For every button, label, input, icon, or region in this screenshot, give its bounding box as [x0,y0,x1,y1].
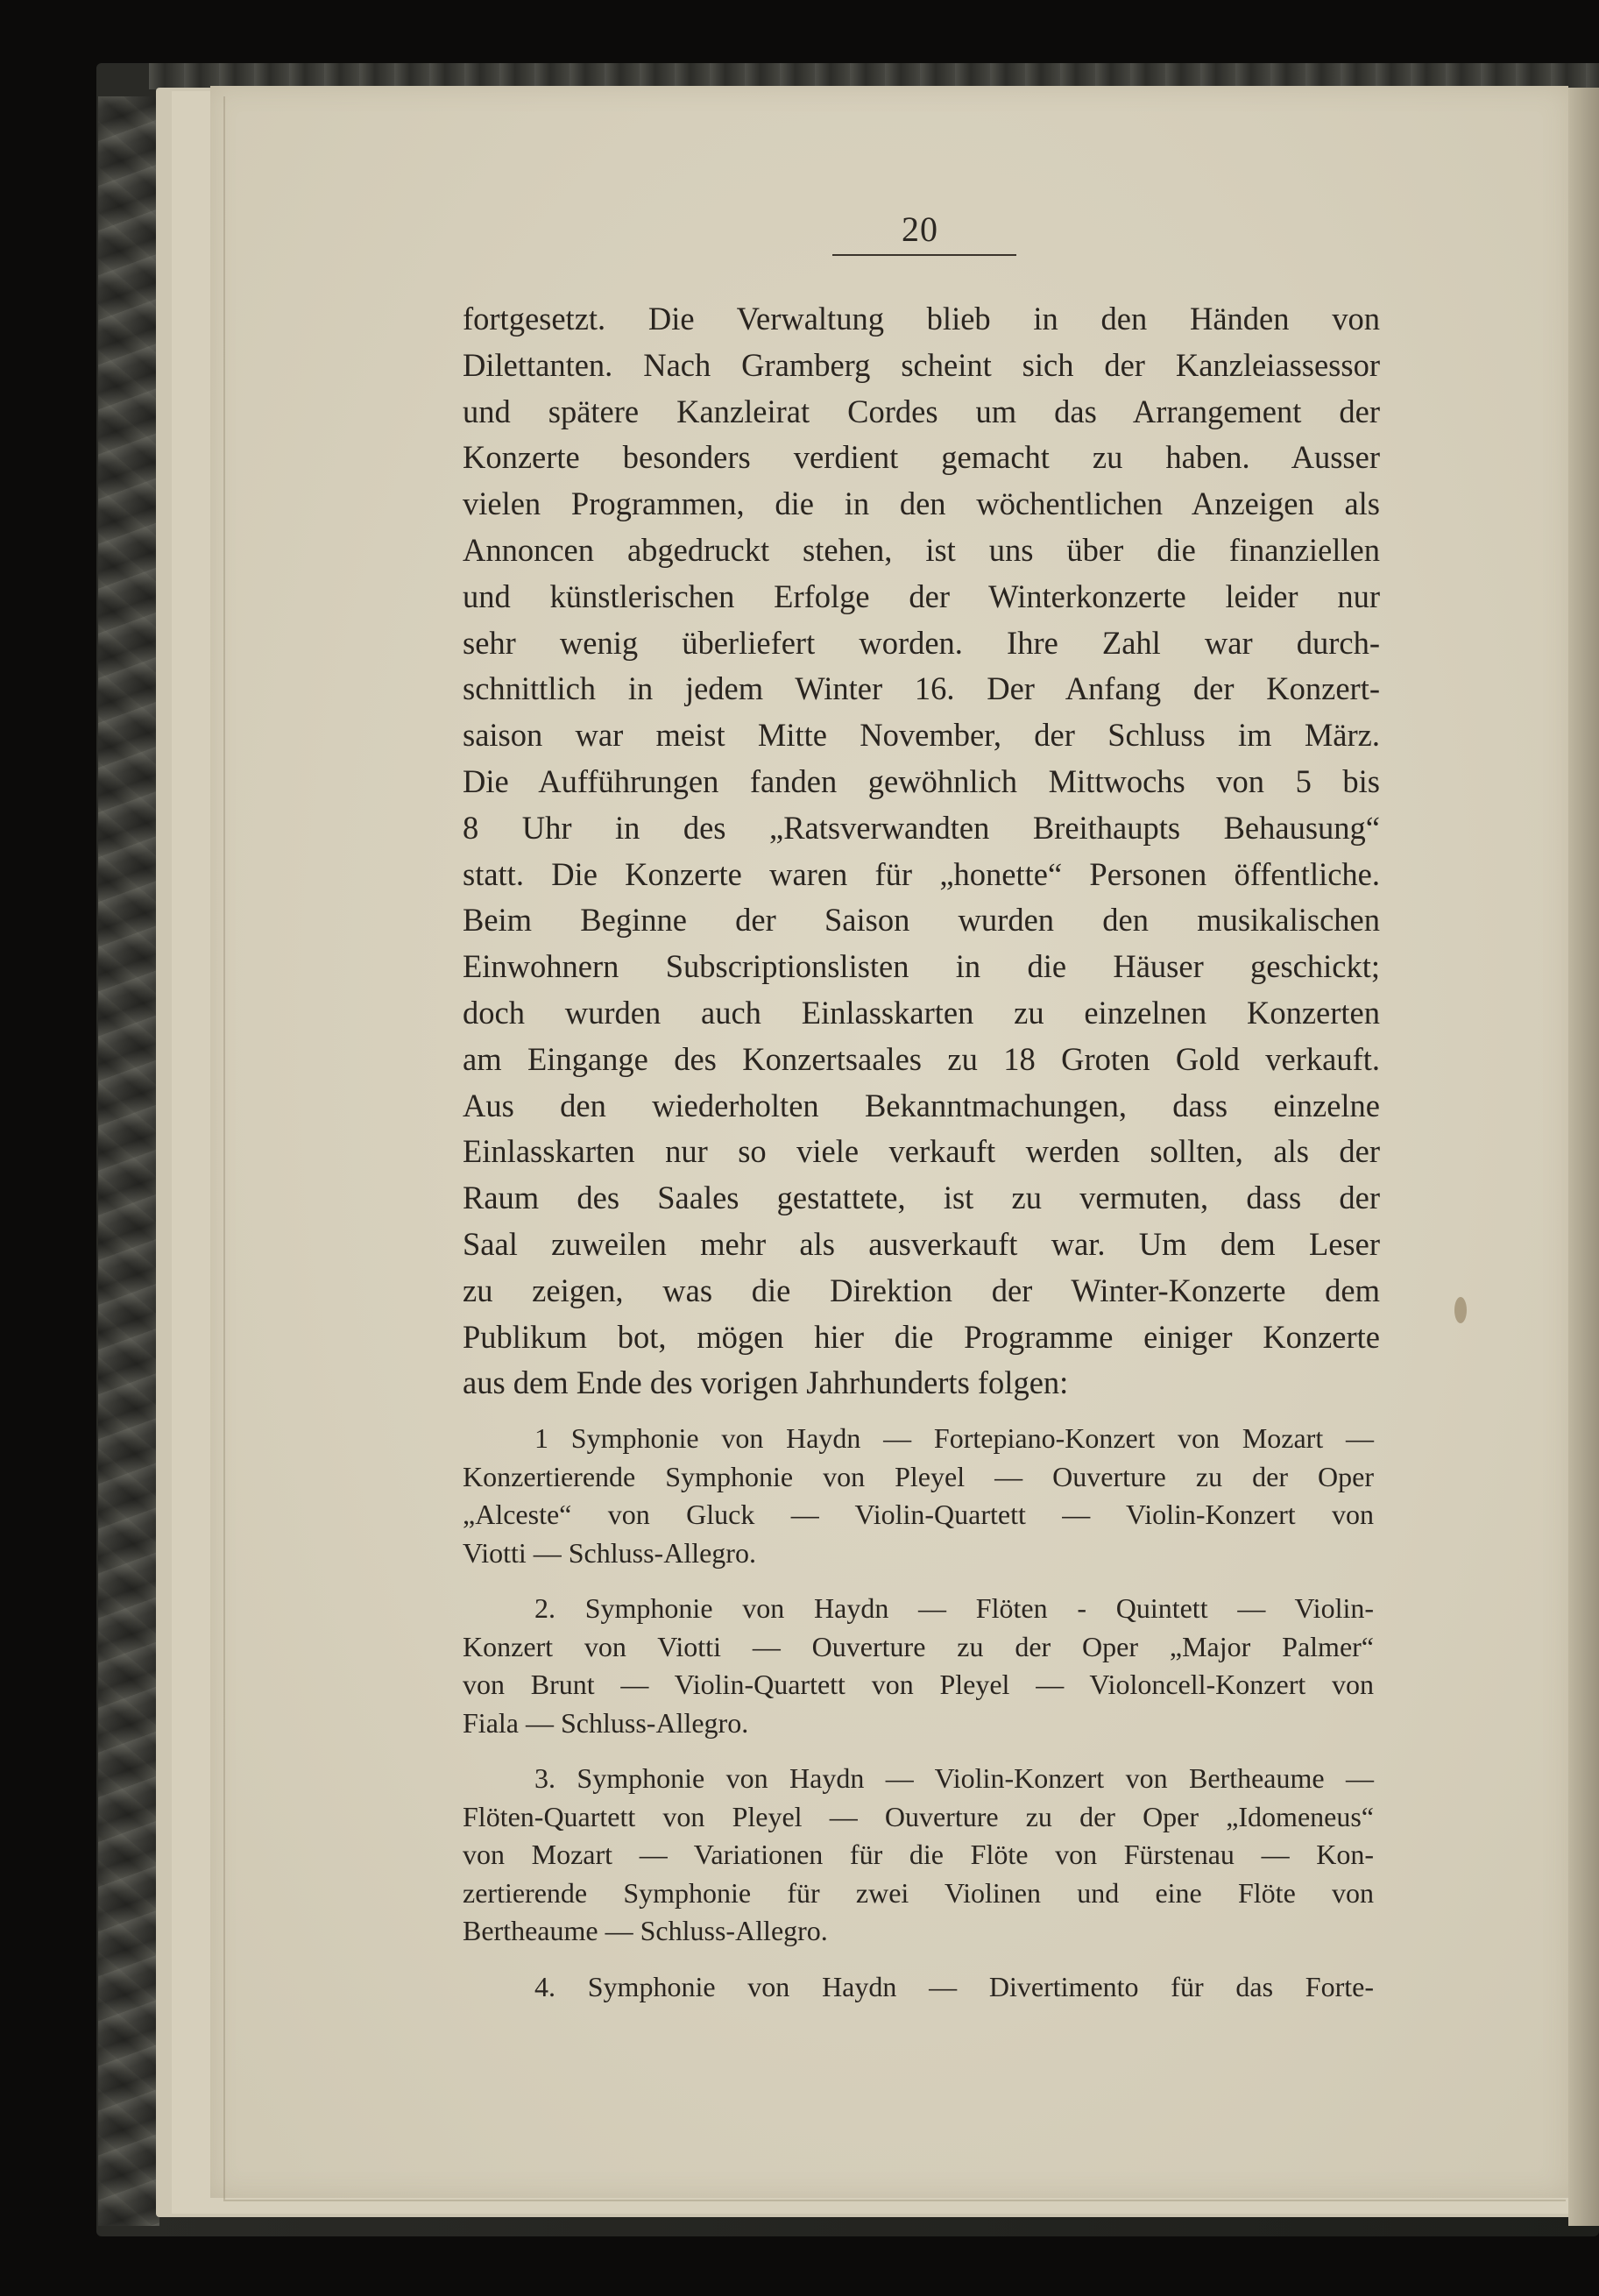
program-line: zertierende Symphonie für zwei Violinen und eine Flöte von [463,1876,1374,1909]
facing-page-edge [1568,88,1599,2226]
page-number: 20 [902,209,938,249]
text-line: und künstlerischen Erfolge der Winterkonzerte leider nur [463,578,1380,614]
text-line: Konzerte besonders verdient gemacht zu haben. Ausser [463,439,1380,476]
program-line: von Brunt — Violin-Quartett von Pleyel — Violoncell-Konzert von [463,1669,1374,1700]
body-paragraph [463,296,1380,1407]
paper-stain [1454,1297,1467,1323]
text-line: Saal zuweilen mehr als ausverkauft war. Um dem Leser [463,1225,1380,1262]
text-line: aus dem Ende des vorigen Jahrhunderts folgen: [463,1364,1069,1401]
program-line: Konzert von Viotti — Ouverture zu der Oper „Major Palmer“ [463,1630,1374,1662]
concert-programs [463,1420,1374,2023]
text-line: Publikum bot, mögen hier die Programme einiger Konzerte [463,1318,1380,1355]
text-line: doch wurden auch Einlasskarten zu einzelnen Konzerten [463,994,1380,1031]
program-line: Fiala — Schluss-Allegro. [463,1706,749,1739]
text-line: Annoncen abgedruckt stehen, ist uns über die finanziellen [463,531,1380,568]
marbled-cover-edge [98,96,159,2226]
text-line: schnittlich in jedem Winter 16. Der Anfang der Konzert- [463,670,1380,707]
text-line: Raum des Saales gestattete, ist zu vermuten, dass der [463,1180,1380,1216]
text-line: Einlasskarten nur so viele verkauft werden sollten, als der [463,1133,1380,1170]
program-item [463,1760,1374,1951]
program-line: Viotti — Schluss-Allegro. [463,1536,756,1569]
program-line: Flöten-Quartett von Pleyel — Ouverture zu der Oper „Idomeneus“ [463,1800,1374,1832]
text-line: statt. Die Konzerte waren für „honette“ Personen öffentliche. [463,855,1380,892]
text-line: zu zeigen, was die Direktion der Winter-Konzerte dem [463,1272,1380,1308]
text-line: Dilettanten. Nach Gramberg scheint sich der Kanzleiassessor [463,346,1380,383]
program-line: Konzertierende Symphonie von Pleyel — Ouverture zu der Oper [463,1460,1374,1492]
program-line: von Mozart — Variationen für die Flöte von Fürstenau — Kon- [463,1839,1374,1870]
program-line: Bertheaume — Schluss-Allegro. [463,1915,828,1946]
text-line: Einwohnern Subscriptionslisten in die Häuser geschickt; [463,948,1380,985]
text-line: fortgesetzt. Die Verwaltung blieb in den Händen von [463,301,1380,337]
text-line: Beim Beginne der Saison wurden den musikalischen [463,902,1380,939]
program-line: 1 Symphonie von Haydn — Fortepiano-Konzert von Mozart — [534,1422,1374,1454]
text-line: saison war meist Mitte November, der Schluss im März. [463,717,1380,754]
text-line: und spätere Kanzleirat Cordes um das Arrangement der [463,393,1380,429]
text-line: am Eingange des Konzertsaales zu 18 Groten Gold verkauft. [463,1040,1380,1077]
text-line: Die Aufführungen fanden gewöhnlich Mittwochs von 5 bis [463,762,1380,799]
program-item [463,1590,1374,1742]
page-number-rule [832,254,1016,256]
program-line: 2. Symphonie von Haydn — Flöten - Quintett — Violin- [534,1592,1374,1624]
program-item [463,1420,1374,1572]
program-line: 3. Symphonie von Haydn — Violin-Konzert von Bertheaume — [534,1762,1374,1794]
text-line: Aus den wiederholten Bekanntmachungen, dass einzelne [463,1087,1380,1123]
program-line: „Alceste“ von Gluck — Violin-Quartett — Violin-Konzert von [463,1499,1374,1530]
text-line: sehr wenig überliefert worden. Ihre Zahl war durch- [463,624,1380,661]
program-line: 4. Symphonie von Haydn — Divertimento für das Forte- [534,1970,1374,2002]
text-line: 8 Uhr in des „Ratsverwandten Breithaupts Behausung“ [463,809,1380,846]
program-item [463,1968,1374,2007]
text-line: vielen Programmen, die in den wöchentlichen Anzeigen als [463,485,1380,522]
